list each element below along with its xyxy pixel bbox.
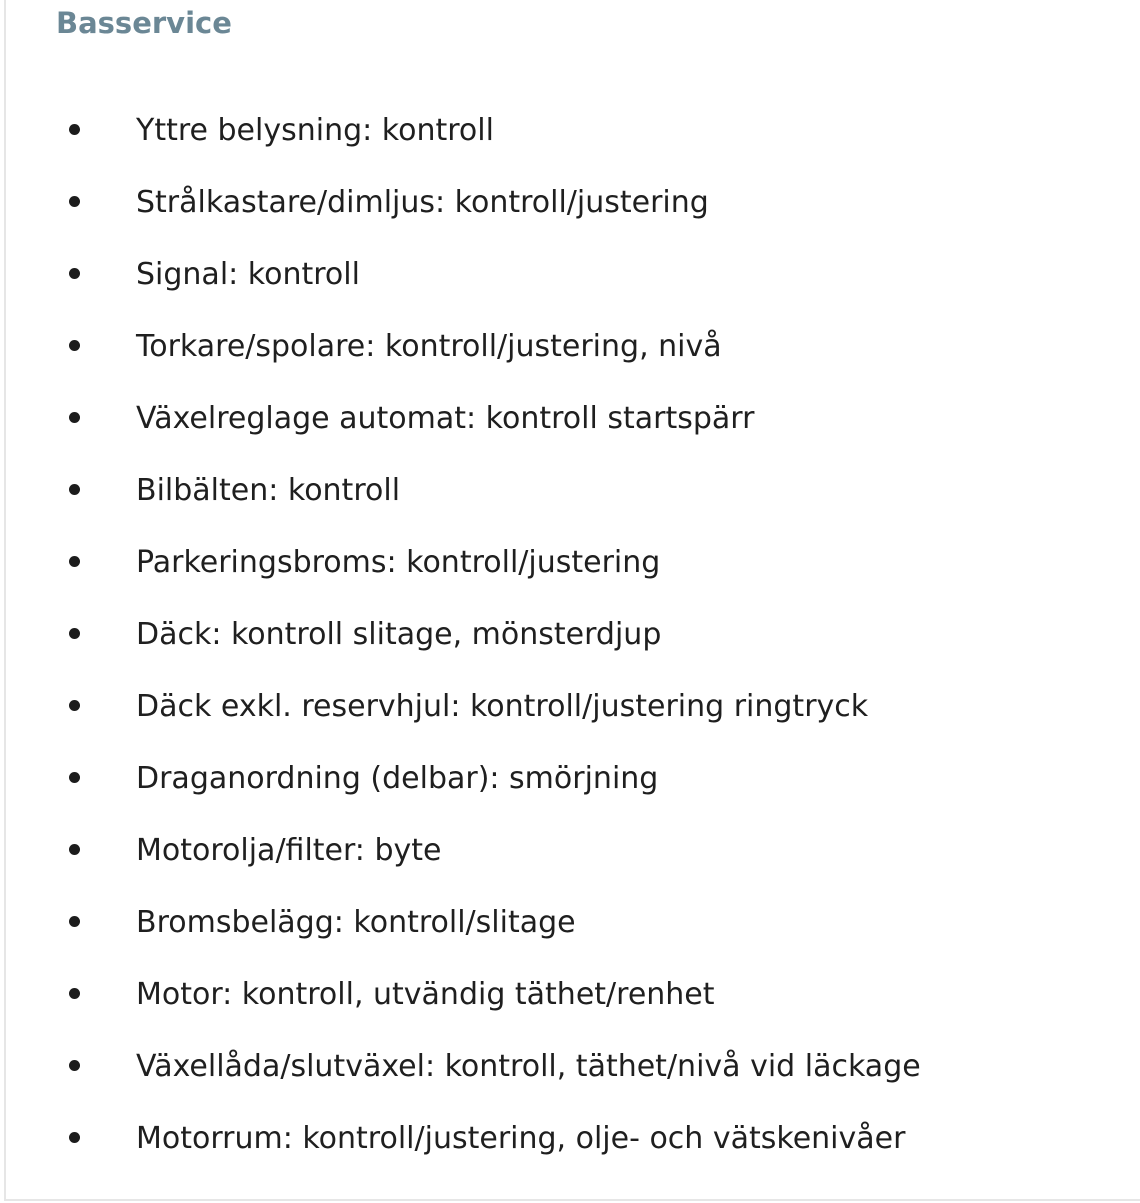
list-item-label: Yttre belysning: kontroll [136, 113, 494, 148]
bullet-dot-icon [69, 916, 80, 927]
bullet-dot-icon [69, 1060, 80, 1071]
bullet-dot-icon [69, 1132, 80, 1143]
list-item-label: Strålkastare/dimljus: kontroll/justering [136, 185, 709, 220]
list-item-label: Motorolja/filter: byte [136, 833, 442, 868]
bullet-dot-icon [69, 628, 80, 639]
section-title: Basservice [56, 6, 232, 40]
bullet-dot-icon [69, 196, 80, 207]
list-item-label: Torkare/spolare: kontroll/justering, nivå [136, 329, 722, 364]
bullet-dot-icon [69, 484, 80, 495]
list-item-label: Motorrum: kontroll/justering, olje- och vätskenivåer [136, 1121, 906, 1156]
bullet-dot-icon [69, 124, 80, 135]
bullet-dot-icon [69, 988, 80, 999]
list-item-label: Draganordning (delbar): smörjning [136, 761, 659, 796]
list-item-label: Däck exkl. reservhjul: kontroll/justering ringtryck [136, 689, 869, 724]
list-item-label: Bilbälten: kontroll [136, 473, 401, 508]
list-item-label: Parkeringsbroms: kontroll/justering [136, 545, 661, 580]
list-item-label: Växelreglage automat: kontroll startspärr [136, 401, 755, 436]
list-item-label: Motor: kontroll, utvändig täthet/renhet [136, 977, 715, 1012]
bullet-dot-icon [69, 556, 80, 567]
bullet-dot-icon [69, 268, 80, 279]
list-item-label: Växellåda/slutväxel: kontroll, täthet/nivå vid läckage [136, 1049, 921, 1084]
list-item-label: Signal: kontroll [136, 257, 360, 292]
bullet-dot-icon [69, 412, 80, 423]
bullet-dot-icon [69, 700, 80, 711]
bullet-dot-icon [69, 772, 80, 783]
list-item-label: Däck: kontroll slitage, mönsterdjup [136, 617, 662, 652]
bullet-dot-icon [69, 844, 80, 855]
bullet-dot-icon [69, 340, 80, 351]
list-item-label: Bromsbelägg: kontroll/slitage [136, 905, 576, 940]
service-panel [4, 0, 1140, 1201]
